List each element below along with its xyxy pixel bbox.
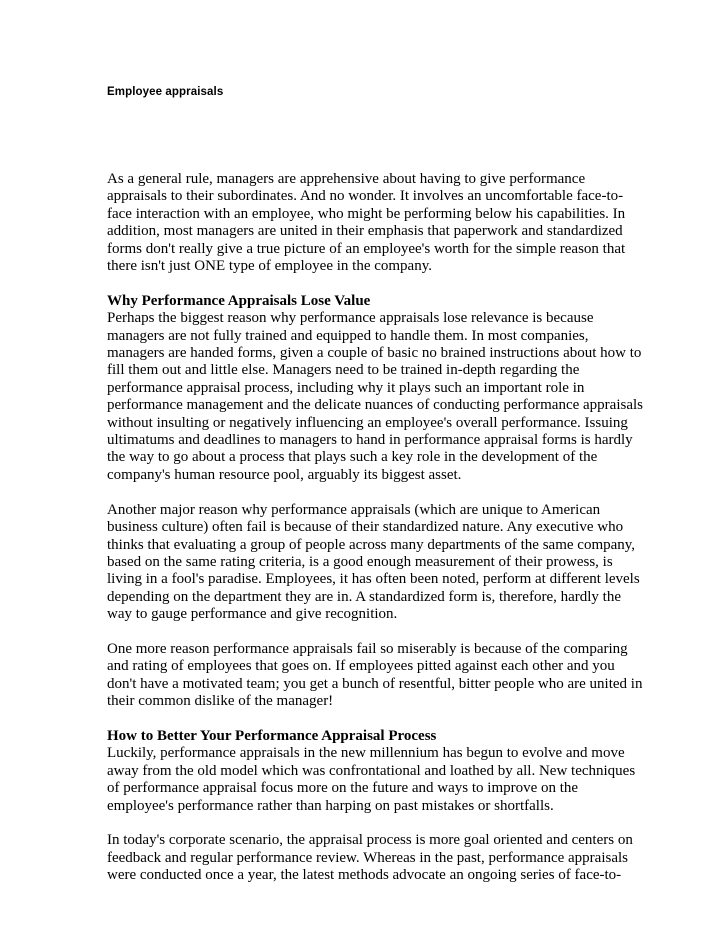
- paragraph-line: managers are handed forms, given a couple of basic no brained instructions about how to: [107, 345, 642, 362]
- paragraph-standardized: [107, 501, 640, 624]
- paragraph-line: forms don't really give a true picture of an employee's worth for the simple reason that: [107, 240, 626, 257]
- paragraph-line: Another major reason why performance appraisals (which are unique to American: [107, 501, 601, 518]
- paragraph-line: away from the old model which was confrontational and loathed by all. New techniques: [107, 762, 636, 779]
- paragraph-line: employee's performance rather than harping on past mistakes or shortfalls.: [107, 797, 554, 814]
- paragraph-line: of performance appraisal focus more on the future and ways to improve on the: [107, 780, 579, 797]
- paragraph-line: company's human resource pool, arguably its biggest asset.: [107, 466, 462, 483]
- paragraph-line: performance management and the delicate nuances of conducting performance appraisals: [107, 397, 644, 414]
- paragraph-line: In today's corporate scenario, the appraisal process is more goal oriented and centers on: [107, 832, 633, 849]
- paragraph-line: without insulting or negatively influencing an employee's overall performance. Issuing: [107, 414, 628, 431]
- paragraph-line: One more reason performance appraisals fail so miserably is because of the comparing: [107, 640, 628, 657]
- paragraph-line: appraisals to their subordinates. And no wonder. It involves an uncomfortable face-to-: [107, 188, 624, 205]
- section-heading: How to Better Your Performance Appraisal Process: [107, 727, 437, 744]
- paragraph-line: depending on the department they are in. A standardized form is, therefore, hardly the: [107, 588, 621, 605]
- document-title: Employee appraisals: [107, 86, 224, 98]
- paragraph-line: performance appraisal process, including why it plays such an important role in: [107, 379, 585, 396]
- paragraph-line: managers are not fully trained and equipped to handle them. In most companies,: [107, 327, 589, 344]
- paragraph-comparing: [107, 640, 643, 711]
- paragraph-why-lose-value: [107, 292, 644, 484]
- paragraph-line: business culture) often fail is because of their standardized nature. Any executive who: [107, 519, 624, 536]
- paragraph-line: based on the same rating criteria, is a good enough measurement of their prowess, is: [107, 553, 613, 570]
- paragraph-line: their common dislike of the manager!: [107, 693, 334, 710]
- paragraph-line: way to gauge performance and give recognition.: [107, 606, 398, 623]
- paragraph-line: face interaction with an employee, who might be performing below his capabilities. In: [107, 205, 626, 222]
- paragraph-line: living in a fool's paradise. Employees, it has often been noted, perform at different levels: [107, 571, 640, 588]
- paragraph-line: ultimatums and deadlines to managers to hand in performance appraisal forms is hardly: [107, 432, 633, 449]
- paragraph-line: there isn't just ONE type of employee in the company.: [107, 258, 432, 275]
- paragraph-line: feedback and regular performance review. Whereas in the past, performance appraisals: [107, 849, 628, 866]
- paragraph-line: fill them out and little else. Managers need to be trained in-depth regarding the: [107, 362, 580, 379]
- paragraph-line: Perhaps the biggest reason why performance appraisals lose relevance is because: [107, 310, 594, 327]
- paragraph-line: don't have a motivated team; you get a bunch of resentful, bitter people who are united in: [107, 675, 643, 692]
- paragraph-line: addition, most managers are united in their emphasis that paperwork and standardized: [107, 223, 623, 240]
- document-body: [107, 171, 644, 902]
- paragraph-line: Luckily, performance appraisals in the new millennium has begun to evolve and move: [107, 745, 625, 762]
- paragraph-corporate-scenario: [107, 832, 633, 884]
- paragraph-line: As a general rule, managers are apprehensive about having to give performance: [107, 171, 586, 187]
- paragraph-line: were conducted once a year, the latest methods advocate an ongoing series of face-to-: [107, 867, 622, 884]
- paragraph-line: and rating of employees that goes on. If employees pitted against each other and you: [107, 658, 615, 675]
- paragraph-line: thinks that evaluating a group of people across many departments of the same company,: [107, 536, 636, 553]
- paragraph-how-to-better: [107, 727, 636, 815]
- paragraph-line: the way to go about a process that plays such a key role in the development of the: [107, 449, 598, 466]
- paragraph-intro: [107, 171, 627, 275]
- section-heading: Why Performance Appraisals Lose Value: [107, 292, 371, 309]
